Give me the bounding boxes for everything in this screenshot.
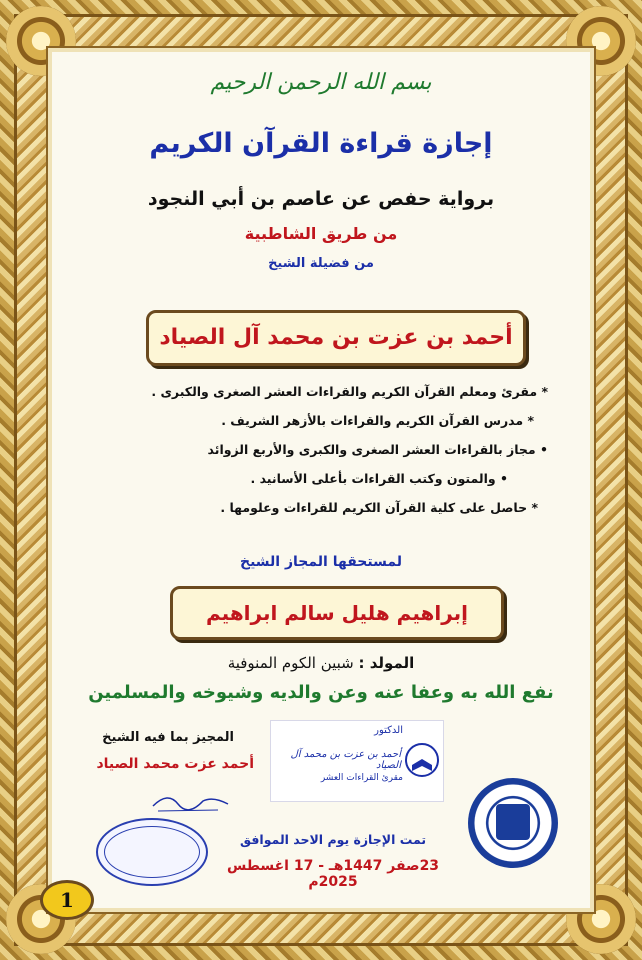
page-number-badge: 1 [40, 880, 94, 920]
stamp-name: أحمد بن عزت بن محمد آل الصياد [290, 749, 401, 771]
signature-icon [148, 786, 238, 816]
basmala: بسم الله الرحمن الرحيم [210, 70, 432, 95]
prayer-line: نفع الله به وعفا عنه وعن والديه وشيوخه والمسلمين [88, 682, 554, 703]
narration-line: برواية حفص عن عاصم بن أبي النجود [147, 188, 495, 210]
birth-label: المولد : [358, 654, 415, 672]
qualification-item: • والمتون وكتب القراءات بأعلى الأسانيد . [250, 471, 508, 486]
birth-line [48, 654, 594, 672]
stamp-title: الدكتور [374, 725, 403, 736]
stamp-subtitle: مقرئ القراءات العشر [320, 773, 403, 783]
certificate-paper [46, 46, 596, 914]
grantor-name: أحمد عزت محمد الصياد [96, 756, 254, 772]
qualification-item: • مجاز بالقراءات العشر الصغرى والكبرى والأربع الزوائد [207, 442, 548, 457]
quran-book-icon [405, 735, 439, 785]
institute-seal-icon [96, 818, 208, 886]
doctor-stamp [270, 720, 444, 802]
completion-date: 23صفر 1447هـ - 17 اغسطس 2025م [226, 858, 440, 890]
path-line: من طريق الشاطبية [244, 224, 398, 243]
qualification-item: * حاصل على كلية القرآن الكريم للقراءات وعلومها . [220, 500, 538, 515]
sheikh-name-box [146, 310, 526, 366]
student-name-box [170, 586, 504, 640]
certificate-title: إجازة قراءة القرآن الكريم [149, 128, 493, 159]
academy-seal-icon [468, 778, 558, 868]
deserving-label: لمستحقها المجاز الشيخ [240, 554, 402, 570]
sheikh-label: من فضيلة الشيخ [268, 256, 374, 271]
qualification-item: * مدرس القرآن الكريم والقراءات بالأزهر الشريف . [221, 413, 534, 428]
completion-line: تمت الإجازة يوم الاحد الموافق [239, 832, 427, 847]
qualification-item: * مقرئ ومعلم القرآن الكريم والقراءات العشر الصغرى والكبرى . [151, 384, 548, 399]
sheikh-name: أحمد بن عزت بن محمد آل الصياد [159, 325, 513, 350]
student-name: إبراهيم هليل سالم ابراهيم [205, 601, 469, 625]
qualifications-list [108, 384, 548, 529]
birth-place: شبين الكوم المنوفية [227, 654, 354, 672]
grantor-label: المجيز بما فيه الشيخ [102, 730, 234, 745]
